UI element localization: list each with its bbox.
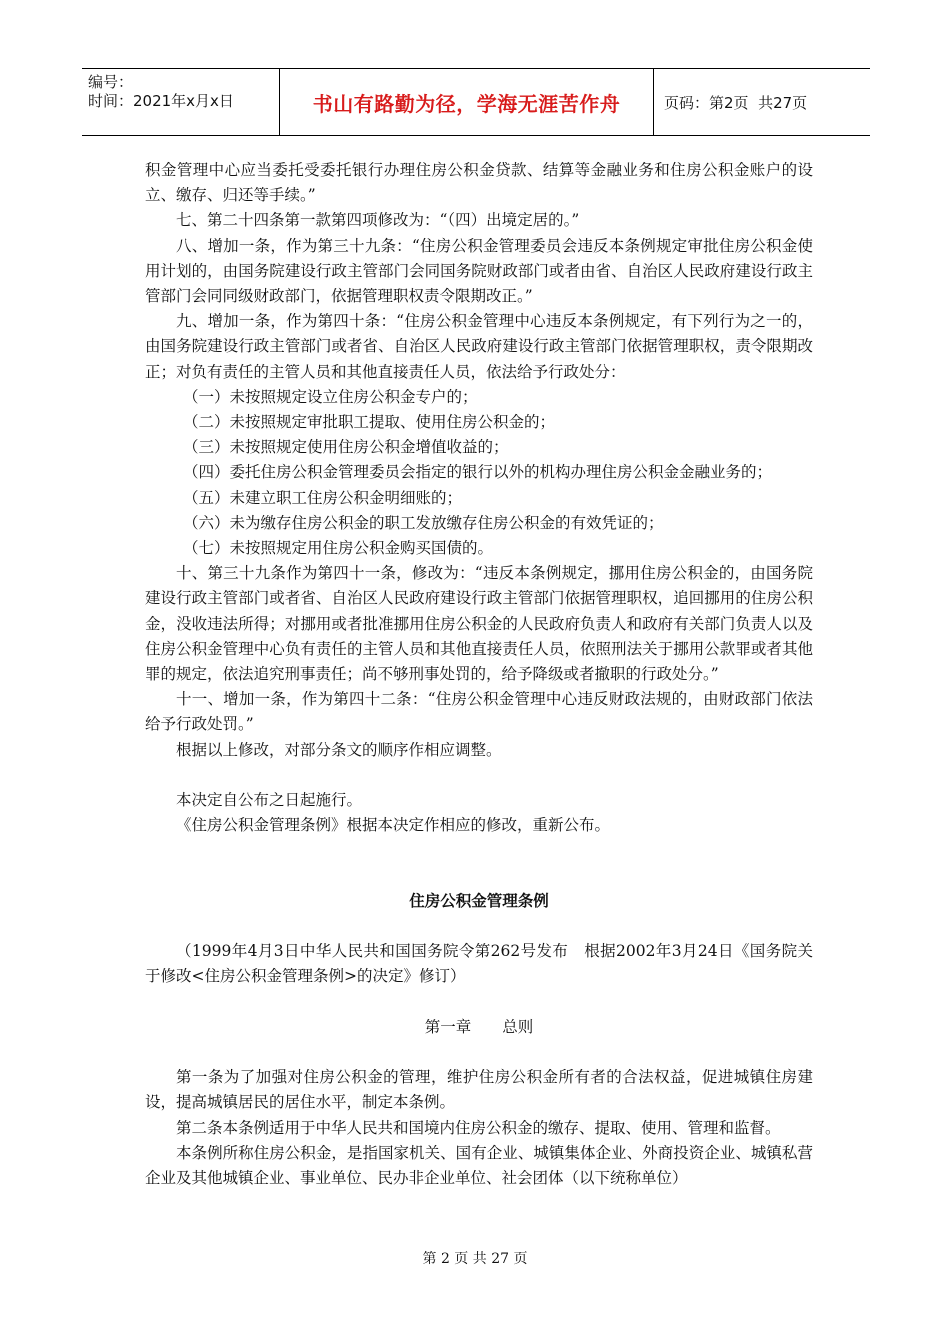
paragraph: 根据以上修改，对部分条文的顺序作相应调整。 — [176, 740, 502, 759]
paragraph: 八、增加一条，作为第三十九条：“住房公积金管理委员会违反本条例规定审批住房公积金使用计划的，由国务院建设行政主管部门会同国务院财政部门或者由省、自治区人民政府建设行政主管部门会同同级财政部门，依据管理职权责令限期改正。” — [145, 236, 813, 306]
paragraph: 十、第三十九条作为第四十一条，修改为：“违反本条例规定，挪用住房公积金的，由国务院建设行政主管部门或者省、自治区人民政府建设行政主管部门依据管理职权，追回挪用的住房公积金，没收违法所得；对挪用或者批准挪用住房公积金的人民政府负责人和政府有关部门负责人以及住房公积金管理中心负有责任的主管人员和其他直接责任人员，依照刑法关于挪用公款罪或者其他罪的规定，依法追究刑事责任；尚不够刑事处罚的，给予降级或者撤职的行政处分。” — [145, 564, 813, 684]
page-info-text: 页码：第2页 共27页 — [664, 93, 808, 112]
page-footer: 第 2 页 共 27 页 — [422, 1251, 528, 1267]
spacer — [145, 864, 813, 889]
paragraph: 七、第二十四条第一款第四项修改为：“（四）出境定居的。” — [176, 211, 580, 230]
document-body — [145, 158, 813, 1191]
paragraph: 积金管理中心应当委托受委托银行办理住房公积金贷款、结算等金融业务和住房公积金账户的设立、缴存、归还等手续。” — [145, 161, 813, 205]
number-label: 编号： — [88, 73, 134, 91]
header-meta — [82, 69, 280, 135]
spacer — [145, 1040, 813, 1065]
spacer — [145, 763, 813, 788]
list-item: （七）未按照规定用住房公积金购买国债的。 — [183, 539, 494, 558]
article: 本条例所称住房公积金，是指国家机关、国有企业、城镇集体企业、外商投资企业、城镇私营企业及其他城镇企业、事业单位、民办非企业单位、社会团体（以下统称单位） — [145, 1143, 813, 1188]
list-item: （三）未按照规定使用住房公积金增值收益的； — [183, 438, 509, 457]
document-title: 住房公积金管理条例 — [409, 891, 549, 910]
spacer — [145, 990, 813, 1015]
list-item: （五）未建立职工住房公积金明细账的； — [183, 488, 463, 507]
paragraph: 本决定自公布之日起施行。 — [176, 791, 363, 810]
list-item: （四）委托住房公积金管理委员会指定的银行以外的机构办理住房公积金金融业务的； — [183, 463, 773, 482]
header-motto: 书山有路勤为径，学海无涯苦作舟 — [280, 69, 654, 135]
paragraph: 十一、增加一条，作为第四十二条：“住房公积金管理中心违反财政法规的，由财政部门依法给予行政处罚。” — [145, 690, 813, 734]
article: 第二条本条例适用于中华人民共和国境内住房公积金的缴存、提取、使用、管理和监督。 — [176, 1118, 781, 1137]
list-item: （六）未为缴存住房公积金的职工发放缴存住房公积金的有效凭证的； — [183, 513, 664, 532]
spacer — [145, 914, 813, 939]
header-page-info — [654, 69, 870, 135]
source-note: （1999年4月3日中华人民共和国国务院令第262号发布 根据2002年3月24日《国务院关于修改<住房公积金管理条例>的决定》修订） — [145, 942, 813, 986]
paragraph: 九、增加一条，作为第四十条：“住房公积金管理中心违反本条例规定，有下列行为之一的，由国务院建设行政主管部门或者省、自治区人民政府建设行政主管部门依据管理职权，责令限期改正；对负有责任的主管人员和其他直接责任人员，依法给予行政处分： — [145, 312, 813, 381]
article: 第一条为了加强对住房公积金的管理，维护住房公积金所有者的合法权益，促进城镇住房建设，提高城镇居民的居住水平，制定本条例。 — [145, 1068, 813, 1112]
spacer — [145, 838, 813, 863]
paragraph: 《住房公积金管理条例》根据本决定作相应的修改，重新公布。 — [176, 816, 611, 835]
page-header — [82, 68, 870, 136]
time-label: 时间：2021年x月x日 — [88, 92, 234, 110]
list-item: （二）未按照规定审批职工提取、使用住房公积金的； — [183, 413, 556, 432]
chapter-heading: 第一章 总则 — [424, 1017, 534, 1036]
list-item: （一）未按照规定设立住房公积金专户的； — [183, 387, 478, 406]
